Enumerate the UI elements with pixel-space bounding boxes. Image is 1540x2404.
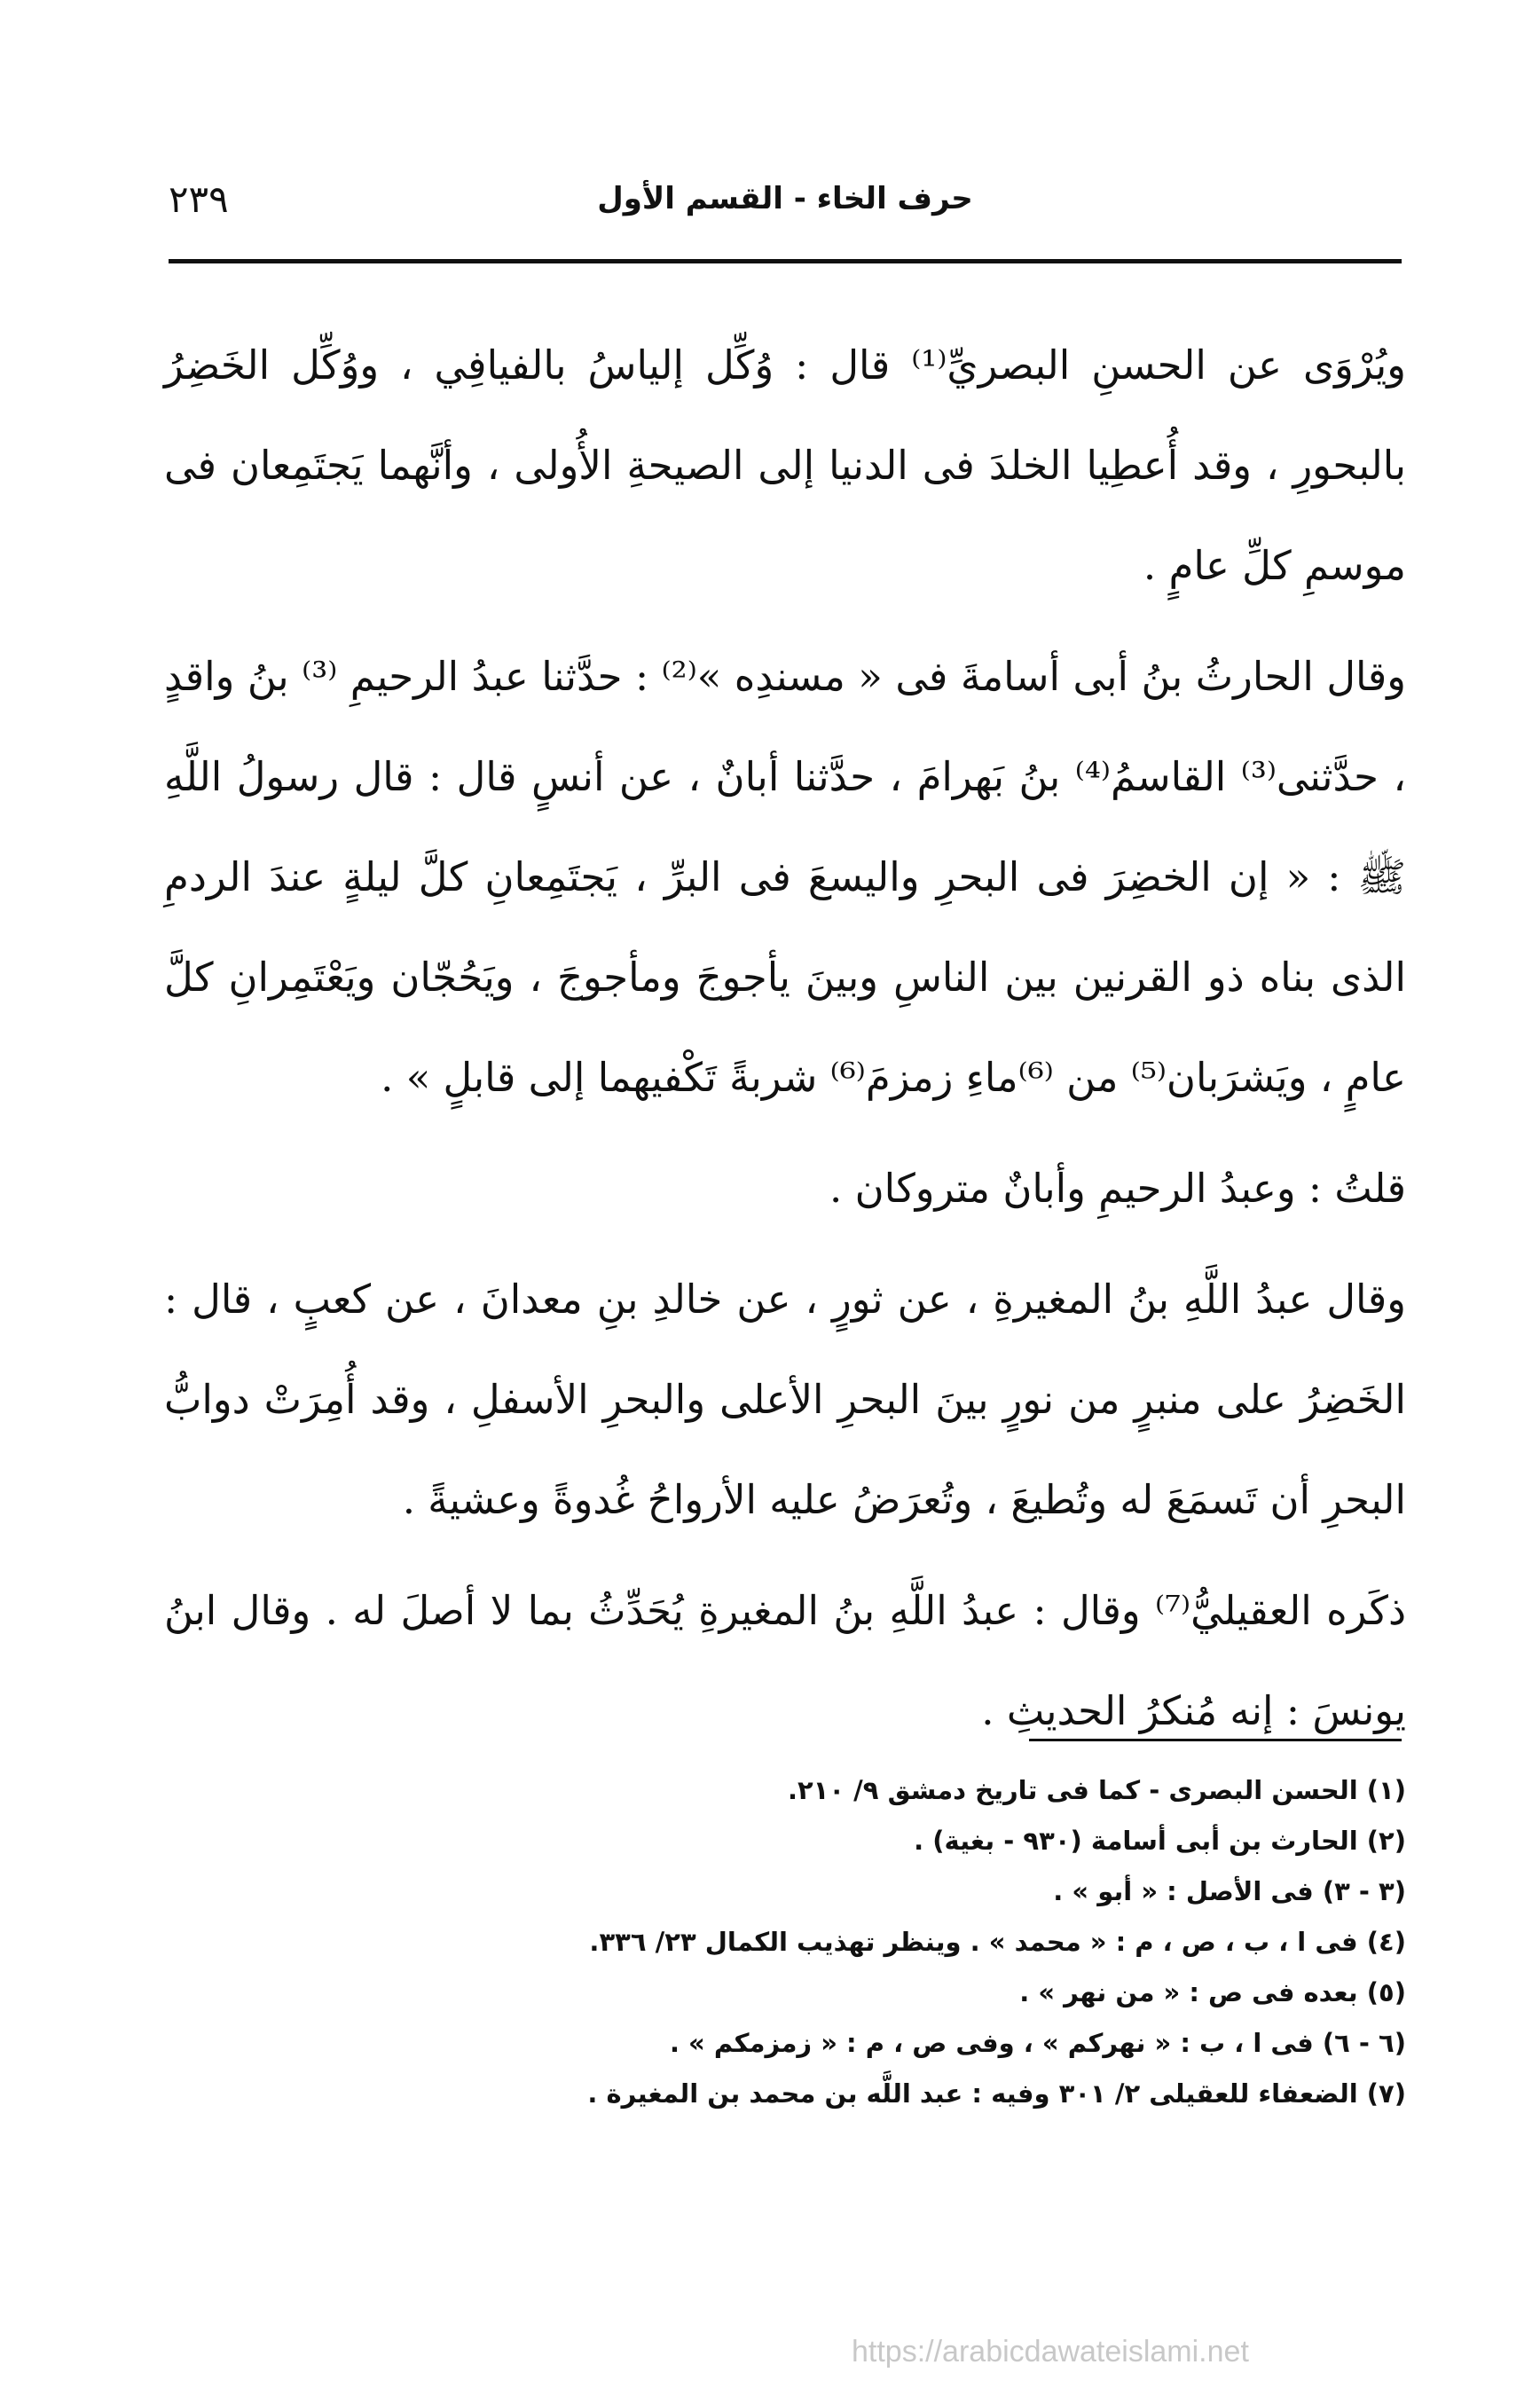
paragraph: ذكَره العقيليُّ⁽⁷⁾ وقال : عبدُ اللَّهِ بنُ المغيرةِ يُحَدِّثُ بما لا أصلَ له . وقال ابنُ يونسَ : إنه مُنكرُ الحديثِ . (164, 1587, 1406, 1734)
footnote-divider (1029, 1739, 1402, 1741)
watermark-url: https://arabicdawateislami.net (852, 2335, 1249, 2369)
paragraph: وقال عبدُ اللَّهِ بنُ المغيرةِ ، عن ثورٍ ، عن خالدِ بنِ معدانَ ، عن كعبٍ ، قال : الخَضِرُ على منبرٍ من نورٍ بينَ البحرِ الأعلى والبحرِ الأسفلِ ، وقد أُمِرَتْ دوابُّ البحرِ أن تَسمَعَ له وتُطيعَ ، وتُعرَضُ عليه الأرواحُ غُدوةً وعشيةً . (164, 1276, 1406, 1523)
footnotes (164, 1765, 1406, 2119)
paragraph: قلتُ : وعبدُ الرحيمِ وأبانٌ متروكان . (829, 1165, 1406, 1212)
footnote: (٥) بعده فى ص : « من نهر » . (1019, 1977, 1406, 2007)
footnote: (٧) الضعفاء للعقيلى ٢/ ٣٠١ وفيه : عبد اللَّه بن محمد بن المغيرة . (587, 2078, 1406, 2109)
page-header (169, 174, 1402, 227)
paragraph: وقال الحارثُ بنُ أبى أسامةَ فى « مسندِه »⁽²⁾ : حدَّثنا عبدُ الرحيمِ ⁽³⁾ بنُ واقدٍ ، حدَّثنى⁽³⁾ القاسمُ⁽⁴⁾ بنُ بَهرامَ ، حدَّثنا أبانٌ ، عن أنسٍ قال : قال رسولُ اللَّهِ ﷺ : « إن الخضِرَ فى البحرِ واليسعَ فى البرِّ ، يَجتَمِعانِ كلَّ ليلةٍ عندَ الردمِ الذى بناه ذو القرنين بين الناسِ وبينَ يأجوجَ ومأجوجَ ، ويَحُجّان ويَعْتَمِرانِ كلَّ عامٍ ، ويَشرَبان⁽⁵⁾ من ⁽⁶⁾ماءِ زمزمَ⁽⁶⁾ شربةً تَكْفيهما إلى قابلٍ » . (164, 653, 1406, 1101)
header-divider (169, 259, 1402, 263)
footnote: (٢) الحارث بن أبى أسامة (٩٣٠ - بغية) . (914, 1826, 1406, 1856)
footnote: (٦ - ٦) فى ا ، ب : « نهركم » ، وفى ص ، م : « زمزمكم » . (669, 2028, 1406, 2058)
page-number: ٢٣٩ (169, 177, 229, 221)
paragraph: ويُرْوَى عن الحسنِ البصريِّ⁽¹⁾ قال : وُكِّل إلياسُ بالفيافِي ، ووُكِّل الخَضِرُ بالبحورِ ، وقد أُعطِيا الخلدَ فى الدنيا إلى الصيحةِ الأُولى ، وأنَّهما يَجتَمِعان فى موسمِ كلِّ عامٍ . (164, 342, 1406, 589)
footnote: (٣ - ٣) فى الأصل : « أبو » . (1053, 1876, 1406, 1906)
footnote: (١) الحسن البصرى - كما فى تاريخ دمشق ٩/ ٢١٠. (787, 1775, 1406, 1805)
main-text (164, 315, 1406, 1772)
page-title: حرف الخاء - القسم الأول (597, 181, 973, 216)
footnote: (٤) فى ا ، ب ، ص ، م : « محمد » . وينظر تهذيب الكمال ٢٣/ ٣٣٦. (589, 1927, 1406, 1957)
